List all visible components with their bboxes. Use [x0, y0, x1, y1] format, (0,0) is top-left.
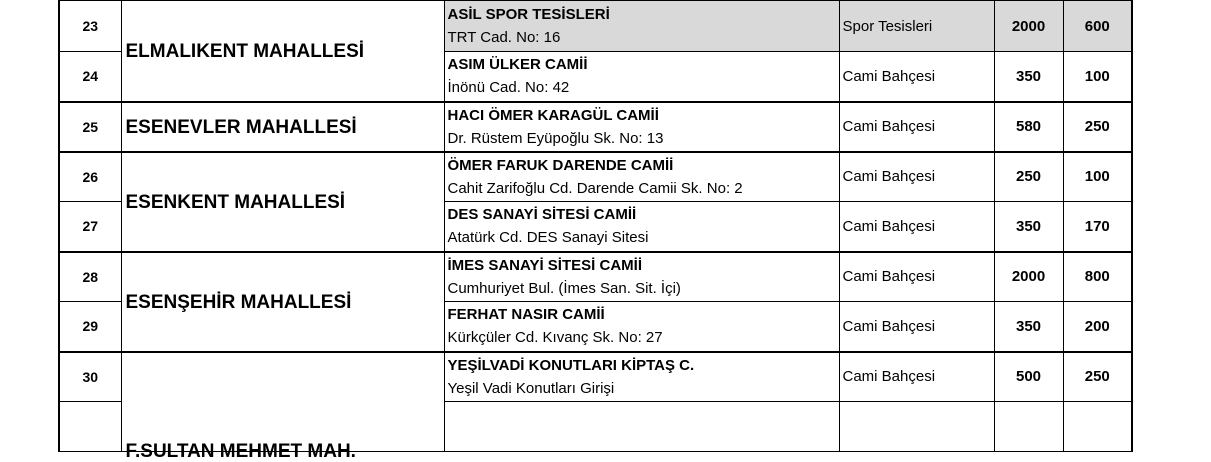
- place-name: FERHAT NASIR CAMİİ: [447, 306, 605, 324]
- area-value-2: 250: [1063, 352, 1132, 402]
- place-cell: [444, 302, 839, 352]
- area-type: Cami Bahçesi: [839, 252, 994, 302]
- area-type: Cami Bahçesi: [839, 352, 994, 402]
- row-number: 29: [59, 302, 121, 352]
- place-cell: [444, 352, 839, 402]
- area-value-2: 250: [1063, 102, 1132, 152]
- area-value-1: 580: [994, 102, 1063, 152]
- place-address: Dr. Rüstem Eyüpoğlu Sk. No: 13: [447, 129, 664, 147]
- place-address: Cahit Zarifoğlu Cd. Darende Camii Sk. No: 2: [447, 179, 743, 197]
- district-name: ESENŞEHİR MAHALLESİ: [121, 252, 444, 352]
- place-cell: [444, 152, 839, 202]
- row-number: 28: [59, 252, 121, 302]
- area-value-empty: [1063, 402, 1132, 452]
- area-value-empty: [994, 402, 1063, 452]
- table-row: [59, 102, 1132, 152]
- place-address: TRT Cad. No: 16: [447, 29, 561, 46]
- row-number: 23: [59, 1, 121, 52]
- place-address: Atatürk Cd. DES Sanayi Sitesi: [447, 229, 649, 247]
- area-value-1: 350: [994, 302, 1063, 352]
- place-cell: [444, 1, 839, 52]
- area-type: Cami Bahçesi: [839, 202, 994, 252]
- row-number: 30: [59, 352, 121, 402]
- area-type: Cami Bahçesi: [839, 102, 994, 152]
- area-value-2: 100: [1063, 52, 1132, 102]
- row-number: 25: [59, 102, 121, 152]
- place-cell: [444, 252, 839, 302]
- area-type: Spor Tesisleri: [839, 1, 994, 52]
- place-cell: [444, 102, 839, 152]
- district-name-truncated: [121, 352, 444, 462]
- table-row: [59, 352, 1132, 402]
- place-name: İMES SANAYİ SİTESİ CAMİİ: [447, 256, 642, 274]
- area-value-1: 500: [994, 352, 1063, 402]
- district-name: ESENEVLER MAHALLESİ: [121, 102, 444, 152]
- area-value-1: 350: [994, 202, 1063, 252]
- place-name: ASIM ÜLKER CAMİİ: [447, 56, 588, 74]
- area-type-empty: [839, 402, 994, 452]
- district-name: F.SULTAN MEHMET MAH.: [125, 441, 356, 462]
- area-type: Cami Bahçesi: [839, 302, 994, 352]
- area-value-1: 2000: [994, 252, 1063, 302]
- row-number-empty: [59, 402, 121, 452]
- place-address: İnönü Cad. No: 42: [447, 79, 570, 97]
- place-cell: [444, 202, 839, 252]
- district-name: ESENKENT MAHALLESİ: [121, 152, 444, 252]
- table-row: [59, 1, 1132, 52]
- place-address: Kürkçüler Cd. Kıvanç Sk. No: 27: [447, 329, 663, 347]
- row-number: 27: [59, 202, 121, 252]
- table-row: [59, 152, 1132, 202]
- area-type: Cami Bahçesi: [839, 152, 994, 202]
- place-address: Yeşil Vadi Konutları Girişi: [447, 379, 615, 397]
- area-value-2: 100: [1063, 152, 1132, 202]
- place-name: ASİL SPOR TESİSLERİ: [447, 6, 610, 23]
- area-value-2: 800: [1063, 252, 1132, 302]
- assembly-areas-table: [58, 0, 1133, 462]
- row-number: 24: [59, 52, 121, 102]
- place-name: DES SANAYİ SİTESİ CAMİİ: [447, 206, 637, 224]
- area-type: Cami Bahçesi: [839, 52, 994, 102]
- place-address: Cumhuriyet Bul. (İmes San. Sit. İçi): [447, 279, 681, 297]
- area-value-1: 2000: [994, 1, 1063, 52]
- district-name: ELMALIKENT MAHALLESİ: [121, 1, 444, 102]
- place-cell: [444, 52, 839, 102]
- table-row: [59, 252, 1132, 302]
- area-value-1: 350: [994, 52, 1063, 102]
- area-value-2: 170: [1063, 202, 1132, 252]
- place-name: YEŞİLVADİ KONUTLARI KİPTAŞ C.: [447, 356, 695, 374]
- place-name: ÖMER FARUK DARENDE CAMİİ: [447, 156, 674, 174]
- area-value-2: 600: [1063, 1, 1132, 52]
- row-number: 26: [59, 152, 121, 202]
- spreadsheet-table: [58, 0, 1131, 462]
- place-name: HACI ÖMER KARAGÜL CAMİİ: [447, 106, 659, 124]
- area-value-1: 250: [994, 152, 1063, 202]
- place-cell-empty: [444, 402, 839, 452]
- area-value-2: 200: [1063, 302, 1132, 352]
